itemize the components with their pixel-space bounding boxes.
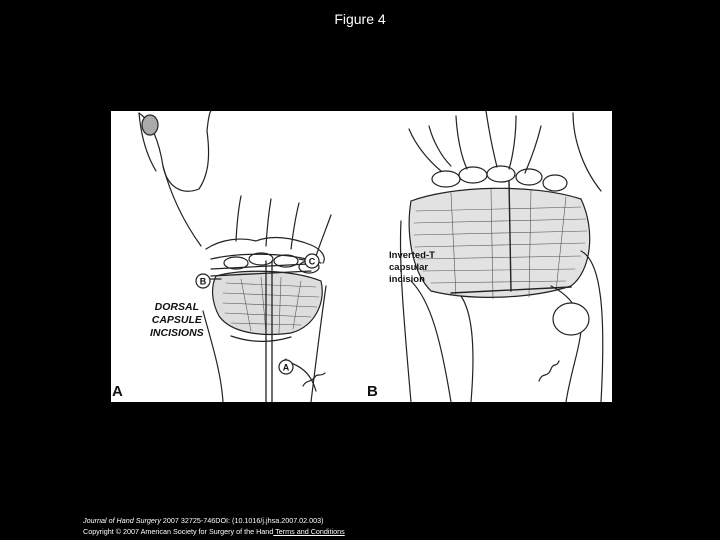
- marker-b: [196, 274, 210, 288]
- label-line: CAPSULE: [151, 314, 202, 326]
- marker-a: [279, 360, 293, 374]
- copyright-line: [83, 527, 345, 538]
- journal-name: Journal of Hand Surgery: [83, 516, 161, 525]
- copyright-text: Copyright © 2007 American Society for Surgery of the Hand: [83, 526, 274, 536]
- inverted-t-label: [389, 250, 435, 286]
- label-line: DORSAL: [154, 301, 200, 313]
- svg-text:C: C: [308, 256, 316, 267]
- label-line: INCISIONS: [150, 327, 204, 339]
- panel-letter-a: A: [112, 383, 123, 400]
- svg-text:A: A: [282, 362, 290, 373]
- terms-link[interactable]: Terms and Conditions: [273, 526, 345, 536]
- citation-text: 2007 32725-746DOI: (10.1016/j.jhsa.2007.02.003): [160, 516, 324, 525]
- figure-image: [111, 111, 612, 402]
- label-line: capsular: [389, 262, 429, 273]
- marker-c: [305, 254, 319, 268]
- figure-title: Figure 4: [334, 11, 386, 27]
- svg-text:B: B: [199, 276, 207, 287]
- citation-footer: [83, 516, 345, 537]
- citation-line: [83, 516, 345, 527]
- hand-illustration: [111, 111, 612, 402]
- panel-letter-b: B: [367, 383, 378, 400]
- dorsal-capsule-label: [150, 301, 204, 340]
- label-line: Inverted-T: [389, 250, 435, 261]
- label-line: incision: [389, 274, 425, 285]
